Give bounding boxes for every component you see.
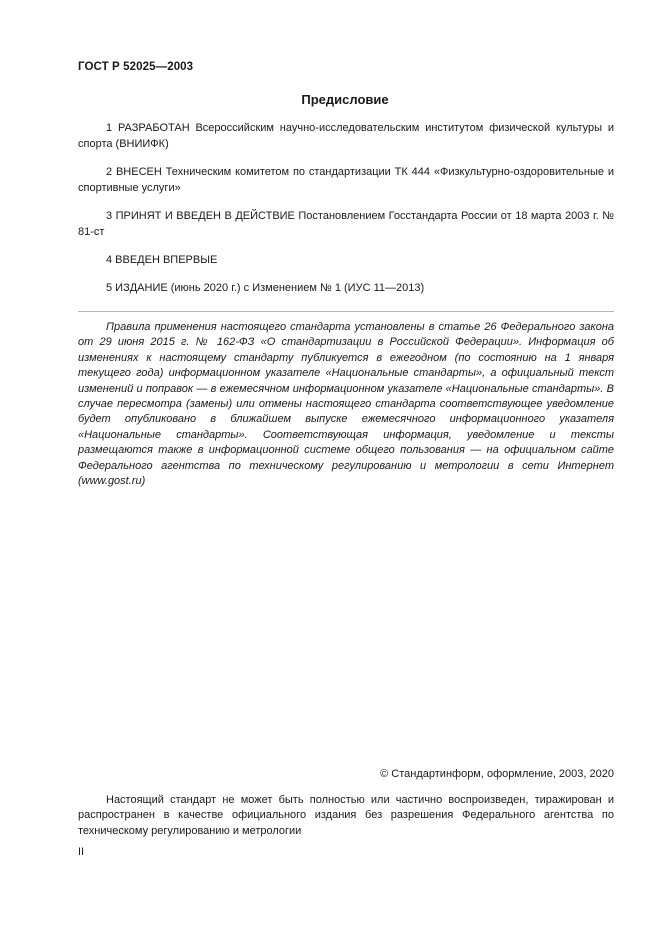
preface-item-4: 4 ВВЕДЕН ВПЕРВЫЕ — [106, 254, 218, 266]
preface-item-3: 3 ПРИНЯТ И ВВЕДЕН В ДЕЙСТВИЕ Постановлением Госстандарта России от 18 марта 2003 г. № 81-ст — [78, 210, 614, 238]
page-number: II — [78, 846, 85, 858]
reprint-restriction-notice: Настоящий стандарт не может быть полностью или частично воспроизведен, тиражирован и распространен в качестве официального издания без разрешения Федерального агентства по техническому регулированию и метрологии — [78, 794, 614, 837]
page-title: Предисловие — [301, 92, 389, 107]
application-rules-notice: Правила применения настоящего стандарта установлены в статье 26 Федерального закона от 29 июня 2015 г. № 162-ФЗ «О стандартизации в Российской Федерации». Информация об изменениях к настоящему стандарту публикуется в ежегодном (по состоянию на 1 января текущего года) информационном указателе «Национальные стандарты», а официальный текст изменений и поправок — в ежемесячном информационном указателе «Национальные стандарты». В случае пересмотра (замены) или отмены настоящего стандарта соответствующее уведомление будет опубликовано в ближайшем выпуске ежемесячного информационного указателя «Национальные стандарты». Соответствующая информация, уведомление и тексты размещаются также в информационной системе общего пользования — на официальном сайте Федерального агентства по техническому регулированию и метрологии в сети Интернет (www.gost.ru) — [78, 321, 614, 488]
preface-item-1: 1 РАЗРАБОТАН Всероссийским научно-исследовательским институтом физической культуры и спорта (ВНИИФК) — [78, 122, 614, 150]
preface-item-5: 5 ИЗДАНИЕ (июнь 2020 г.) с Изменением № 1 (ИУС 11—2013) — [106, 282, 425, 294]
copyright-line: © Стандартинформ, оформление, 2003, 2020 — [380, 768, 614, 780]
section-divider — [78, 311, 614, 312]
document-code: ГОСТ Р 52025—2003 — [78, 61, 194, 73]
preface-item-2: 2 ВНЕСЕН Техническим комитетом по стандартизации ТК 444 «Физкультурно-оздоровительные и спортивные услуги» — [78, 166, 614, 194]
preface-items — [78, 120, 614, 296]
